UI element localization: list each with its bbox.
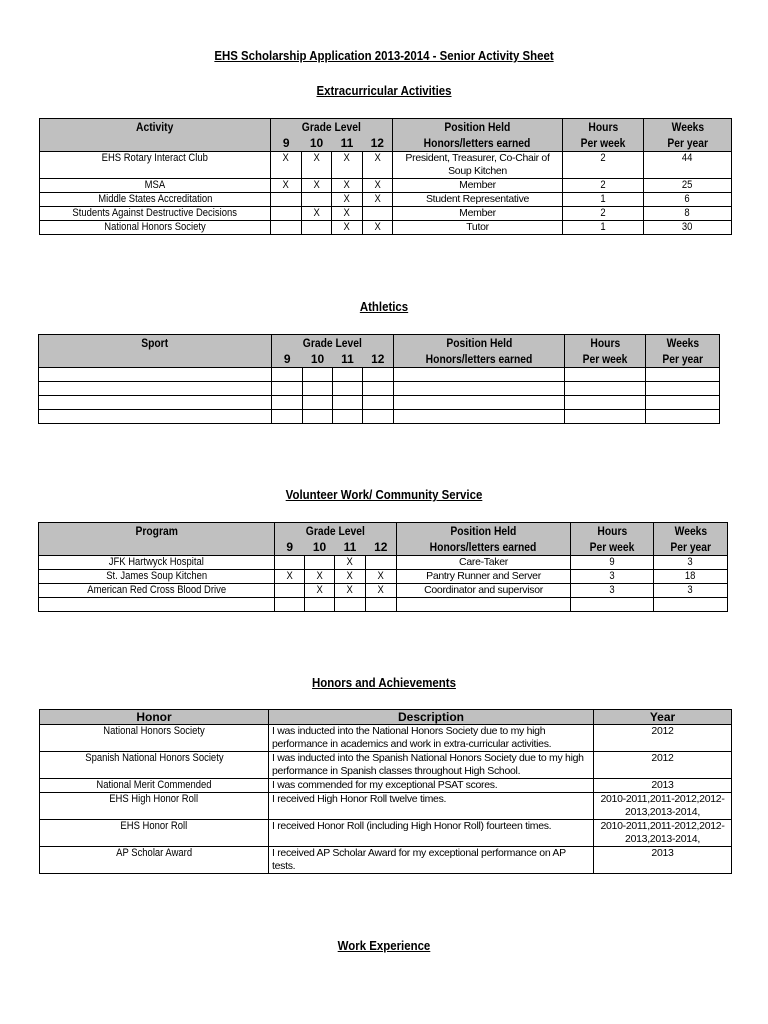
activity-name-cell — [40, 152, 271, 179]
grade-11-cell — [333, 410, 363, 424]
position-cell — [393, 221, 563, 235]
grade-9-cell — [272, 410, 303, 424]
position-cell — [394, 382, 565, 396]
grade-11-header: 11 — [335, 539, 366, 556]
grade-11-cell — [333, 396, 363, 410]
grade-9-cell — [275, 598, 305, 612]
weeks-cell — [644, 207, 732, 221]
year-text: 2013 — [651, 847, 674, 859]
hours-cell-text: 9 — [609, 556, 615, 568]
honor-text: EHS High Honor Roll — [109, 793, 199, 805]
grade-11-cell — [335, 598, 366, 612]
weeks-cell — [654, 584, 728, 598]
position-cell — [397, 556, 571, 570]
table-row — [40, 207, 732, 221]
activity-name-cell — [39, 410, 272, 424]
activity-name-cell-text: EHS Rotary Interact Club — [101, 152, 209, 164]
hours-header: Hours Per week — [571, 523, 654, 556]
grade-11-cell-text: X — [343, 179, 351, 191]
year-text: 2013 — [651, 779, 674, 791]
athletics-heading: Athletics — [359, 299, 409, 314]
grade-9-cell — [271, 221, 302, 235]
position-header: Position Held Honors/letters earned — [394, 335, 565, 368]
grade-12-cell — [363, 179, 393, 193]
year-cell — [594, 779, 732, 793]
weeks-cell-text: 25 — [682, 179, 693, 191]
grade-10-cell — [302, 207, 332, 221]
athletics-table — [38, 334, 720, 424]
hours-cell-text: 3 — [609, 584, 615, 596]
description-text: I received Honor Roll (including High Honor Roll) fourteen times. — [272, 820, 552, 832]
description-text: I received High Honor Roll twelve times. — [272, 793, 447, 805]
position-header: Position Held Honors/letters earned — [393, 119, 563, 152]
grade-9-cell — [272, 382, 303, 396]
activity-name-cell — [40, 179, 271, 193]
year-col-header: Year — [594, 710, 732, 725]
grade-9-cell-text: X — [282, 179, 290, 191]
grade-10-header: 10 — [303, 351, 333, 368]
activity-name-cell-text: St. James Soup Kitchen — [106, 570, 207, 582]
grade-10-cell — [305, 570, 335, 584]
honor-cell — [40, 752, 269, 779]
grade-9-cell — [272, 368, 303, 382]
grade-level-header: Grade Level — [272, 335, 394, 352]
position-cell — [393, 179, 563, 193]
position-cell — [394, 396, 565, 410]
hours-cell-text: 2 — [600, 152, 606, 164]
grade-12-header: 12 — [363, 135, 393, 152]
grade-9-cell — [275, 570, 305, 584]
position-cell-text: Coordinator and supervisor — [424, 584, 543, 596]
position-cell — [393, 207, 563, 221]
description-text: I received AP Scholar Award for my exceptional performance on AP tests. — [272, 847, 566, 872]
weeks-cell — [644, 193, 732, 207]
activity-name-cell-text: JFK Hartwyck Hospital — [108, 556, 205, 568]
grade-11-cell — [332, 152, 363, 179]
position-cell — [397, 598, 571, 612]
position-cell-text: President, Treasurer, Co-Chair of Soup Kitchen — [405, 152, 550, 177]
grade-11-cell-text: X — [343, 152, 351, 164]
grade-12-cell-text: X — [377, 570, 385, 582]
honor-text: Spanish National Honors Society — [84, 752, 224, 764]
extracurricular-header-row — [40, 119, 732, 136]
grade-10-cell — [303, 382, 333, 396]
hours-cell — [571, 556, 654, 570]
activity-name-cell-text: MSA — [144, 179, 166, 191]
weeks-cell-text: 8 — [684, 207, 691, 219]
grade-10-cell — [303, 410, 333, 424]
grade-9-cell — [272, 396, 303, 410]
hours-cell-text: 1 — [600, 221, 606, 233]
extracurricular-heading: Extracurricular Activities — [316, 83, 452, 98]
description-col-header: Description — [269, 710, 594, 725]
hours-cell — [565, 382, 646, 396]
grade-level-header: Grade Level — [275, 523, 397, 540]
table-row — [40, 793, 732, 820]
grade-10-header: 10 — [302, 135, 332, 152]
grade-9-header: 9 — [271, 135, 302, 152]
grade-12-cell — [363, 396, 394, 410]
weeks-cell — [646, 410, 720, 424]
grade-11-cell-text: X — [343, 221, 351, 233]
honor-text: EHS Honor Roll — [120, 820, 188, 832]
grade-9-cell-text: X — [282, 152, 290, 164]
table-row — [40, 820, 732, 847]
grade-12-cell — [363, 152, 393, 179]
grade-11-cell-text: X — [343, 193, 351, 205]
grade-11-header: 11 — [333, 351, 363, 368]
honors-table — [39, 709, 732, 874]
description-text: I was inducted into the Spanish National Honors Society due to my high performance in Spanish classes throughout High School. — [272, 752, 584, 777]
work-heading: Work Experience — [337, 938, 431, 953]
grade-10-cell-text: X — [313, 179, 320, 191]
description-cell — [269, 779, 594, 793]
year-text: 2012 — [651, 752, 674, 764]
weeks-cell-text: 3 — [687, 556, 694, 568]
grade-12-cell-text: X — [377, 584, 385, 596]
grade-9-header: 9 — [275, 539, 305, 556]
activity-name-cell-text: Students Against Destructive Decisions — [72, 207, 238, 219]
table-row — [40, 725, 732, 752]
grade-11-cell — [333, 368, 363, 382]
grade-11-cell-text: X — [346, 584, 354, 596]
hours-cell — [563, 221, 644, 235]
weeks-cell-text: 30 — [682, 221, 693, 233]
hours-cell — [565, 368, 646, 382]
grade-10-cell — [305, 584, 335, 598]
activity-name-cell — [40, 193, 271, 207]
grade-9-cell-text: X — [286, 570, 293, 582]
year-cell — [594, 752, 732, 779]
position-cell-text: Pantry Runner and Server — [426, 570, 541, 582]
activity-name-cell — [39, 368, 272, 382]
grade-9-cell — [271, 152, 302, 179]
weeks-cell — [654, 598, 728, 612]
weeks-cell — [654, 556, 728, 570]
grade-12-cell — [363, 368, 394, 382]
hours-cell — [571, 598, 654, 612]
year-cell — [594, 847, 732, 874]
grade-11-cell-text: X — [343, 207, 351, 219]
hours-cell-text: 1 — [600, 193, 606, 205]
activity-name-cell — [40, 221, 271, 235]
hours-cell — [571, 584, 654, 598]
description-cell — [269, 820, 594, 847]
position-cell-text: Tutor — [466, 221, 489, 233]
grade-12-cell-text: X — [374, 152, 381, 164]
grade-12-cell-text: X — [374, 179, 381, 191]
table-row — [39, 556, 728, 570]
table-row — [40, 752, 732, 779]
grade-10-cell — [303, 396, 333, 410]
activity-name-cell-text: Middle States Accreditation — [97, 193, 213, 205]
table-row — [39, 396, 720, 410]
grade-11-cell — [332, 207, 363, 221]
activity-name-cell — [40, 207, 271, 221]
position-cell-text: Member — [459, 207, 496, 219]
grade-9-cell — [271, 179, 302, 193]
grade-11-cell — [332, 193, 363, 207]
grade-9-cell — [275, 556, 305, 570]
grade-12-cell — [363, 193, 393, 207]
grade-10-cell — [302, 221, 332, 235]
extracurricular-table — [39, 118, 732, 235]
table-row — [39, 368, 720, 382]
activity-name-cell — [39, 598, 275, 612]
description-text: I was commended for my exceptional PSAT scores. — [272, 779, 498, 791]
table-row — [39, 570, 728, 584]
volunteer-col-header: Program — [39, 523, 275, 556]
grade-11-cell — [335, 570, 366, 584]
year-text: 2010-2011,2011-2012,2012-2013,2013-2014, — [600, 793, 725, 818]
honors-heading: Honors and Achievements — [312, 675, 456, 690]
hours-cell — [565, 396, 646, 410]
description-cell — [269, 752, 594, 779]
grade-10-header: 10 — [305, 539, 335, 556]
weeks-cell — [644, 221, 732, 235]
grade-10-cell — [303, 368, 333, 382]
hours-cell — [563, 179, 644, 193]
honor-text: AP Scholar Award — [116, 847, 192, 859]
year-cell — [594, 793, 732, 820]
volunteer-heading: Volunteer Work/ Community Service — [285, 487, 483, 502]
document-title: EHS Scholarship Application 2013-2014 - Senior Activity Sheet — [214, 48, 554, 63]
description-cell — [269, 793, 594, 820]
grade-9-cell — [271, 193, 302, 207]
description-cell — [269, 725, 594, 752]
activity-name-cell — [39, 382, 272, 396]
weeks-cell-text: 44 — [682, 152, 693, 164]
weeks-cell — [646, 368, 720, 382]
weeks-cell-text: 3 — [687, 584, 694, 596]
honor-text: National Merit Commended — [96, 779, 212, 791]
grade-12-cell-text: X — [374, 193, 381, 205]
year-text: 2012 — [651, 725, 674, 737]
grade-10-cell-text: X — [313, 207, 320, 219]
activity-name-cell — [39, 396, 272, 410]
hours-cell — [571, 570, 654, 584]
weeks-header: Weeks Per year — [654, 523, 728, 556]
table-row — [40, 847, 732, 874]
grade-11-cell-text: X — [346, 570, 354, 582]
weeks-header: Weeks Per year — [644, 119, 732, 152]
position-cell — [397, 584, 571, 598]
grade-12-header: 12 — [366, 539, 397, 556]
table-row — [39, 598, 728, 612]
position-cell-text: Student Representative — [425, 193, 530, 205]
grade-level-header: Grade Level — [271, 119, 393, 136]
position-cell — [394, 410, 565, 424]
athletics-col-header: Sport — [39, 335, 272, 368]
grade-11-cell — [332, 221, 363, 235]
grade-10-cell — [302, 152, 332, 179]
hours-cell — [563, 152, 644, 179]
position-cell — [394, 368, 565, 382]
weeks-cell-text: 18 — [685, 570, 696, 582]
hours-cell-text: 2 — [600, 207, 606, 219]
grade-9-cell — [271, 207, 302, 221]
athletics-header-row — [39, 335, 720, 352]
grade-10-cell — [302, 179, 332, 193]
hours-cell — [563, 193, 644, 207]
position-cell — [393, 193, 563, 207]
grade-12-cell — [366, 556, 397, 570]
position-cell — [393, 152, 563, 179]
grade-10-cell-text: X — [313, 152, 320, 164]
honor-col-header: Honor — [40, 710, 269, 725]
table-row — [40, 179, 732, 193]
honor-cell — [40, 847, 269, 874]
year-cell — [594, 725, 732, 752]
grade-11-header: 11 — [332, 135, 363, 152]
table-row — [39, 410, 720, 424]
grade-10-cell-text: X — [316, 570, 323, 582]
grade-11-cell — [333, 382, 363, 396]
hours-cell-text: 3 — [609, 570, 615, 582]
honor-cell — [40, 779, 269, 793]
grade-9-header: 9 — [272, 351, 303, 368]
weeks-header: Weeks Per year — [646, 335, 720, 368]
grade-12-cell — [363, 410, 394, 424]
grade-12-cell — [363, 221, 393, 235]
position-header: Position Held Honors/letters earned — [397, 523, 571, 556]
hours-header: Hours Per week — [563, 119, 644, 152]
description-cell — [269, 847, 594, 874]
grade-11-cell — [335, 584, 366, 598]
grade-10-cell — [302, 193, 332, 207]
hours-cell — [565, 410, 646, 424]
position-cell-text: Care-Taker — [459, 556, 508, 568]
activity-name-cell — [39, 556, 275, 570]
grade-10-cell-text: X — [316, 584, 323, 596]
year-text: 2010-2011,2011-2012,2012-2013,2013-2014, — [600, 820, 725, 845]
volunteer-table — [38, 522, 728, 612]
hours-cell-text: 2 — [600, 179, 606, 191]
table-row — [39, 382, 720, 396]
activity-name-cell-text: National Honors Society — [104, 221, 206, 233]
honor-cell — [40, 725, 269, 752]
weeks-cell — [654, 570, 728, 584]
grade-10-cell — [305, 598, 335, 612]
table-row — [40, 221, 732, 235]
position-cell-text: Member — [459, 179, 496, 191]
activity-name-cell-text: American Red Cross Blood Drive — [87, 584, 226, 596]
honor-text: National Honors Society — [103, 725, 205, 737]
honor-cell — [40, 820, 269, 847]
table-row — [40, 152, 732, 179]
grade-12-cell — [366, 598, 397, 612]
year-cell — [594, 820, 732, 847]
table-row — [40, 193, 732, 207]
position-cell — [397, 570, 571, 584]
grade-12-cell — [366, 570, 397, 584]
grade-12-cell — [363, 382, 394, 396]
extracurricular-col-header: Activity — [40, 119, 271, 152]
description-text: I was inducted into the National Honors Society due to my high performance in academics and work in extra-curricular activities. — [272, 725, 552, 750]
weeks-cell — [646, 382, 720, 396]
grade-11-cell — [335, 556, 366, 570]
grade-12-cell — [363, 207, 393, 221]
table-row — [40, 779, 732, 793]
grade-11-cell — [332, 179, 363, 193]
activity-name-cell — [39, 570, 275, 584]
hours-header: Hours Per week — [565, 335, 646, 368]
grade-12-cell — [366, 584, 397, 598]
grade-9-cell — [275, 584, 305, 598]
weeks-cell — [644, 179, 732, 193]
grade-10-cell — [305, 556, 335, 570]
weeks-cell — [644, 152, 732, 179]
weeks-cell — [646, 396, 720, 410]
weeks-cell-text: 6 — [684, 193, 691, 205]
hours-cell — [563, 207, 644, 221]
grade-11-cell-text: X — [346, 556, 354, 568]
activity-name-cell — [39, 584, 275, 598]
grade-12-cell-text: X — [374, 221, 381, 233]
grade-12-header: 12 — [363, 351, 394, 368]
honor-cell — [40, 793, 269, 820]
table-row — [39, 584, 728, 598]
volunteer-header-row — [39, 523, 728, 540]
